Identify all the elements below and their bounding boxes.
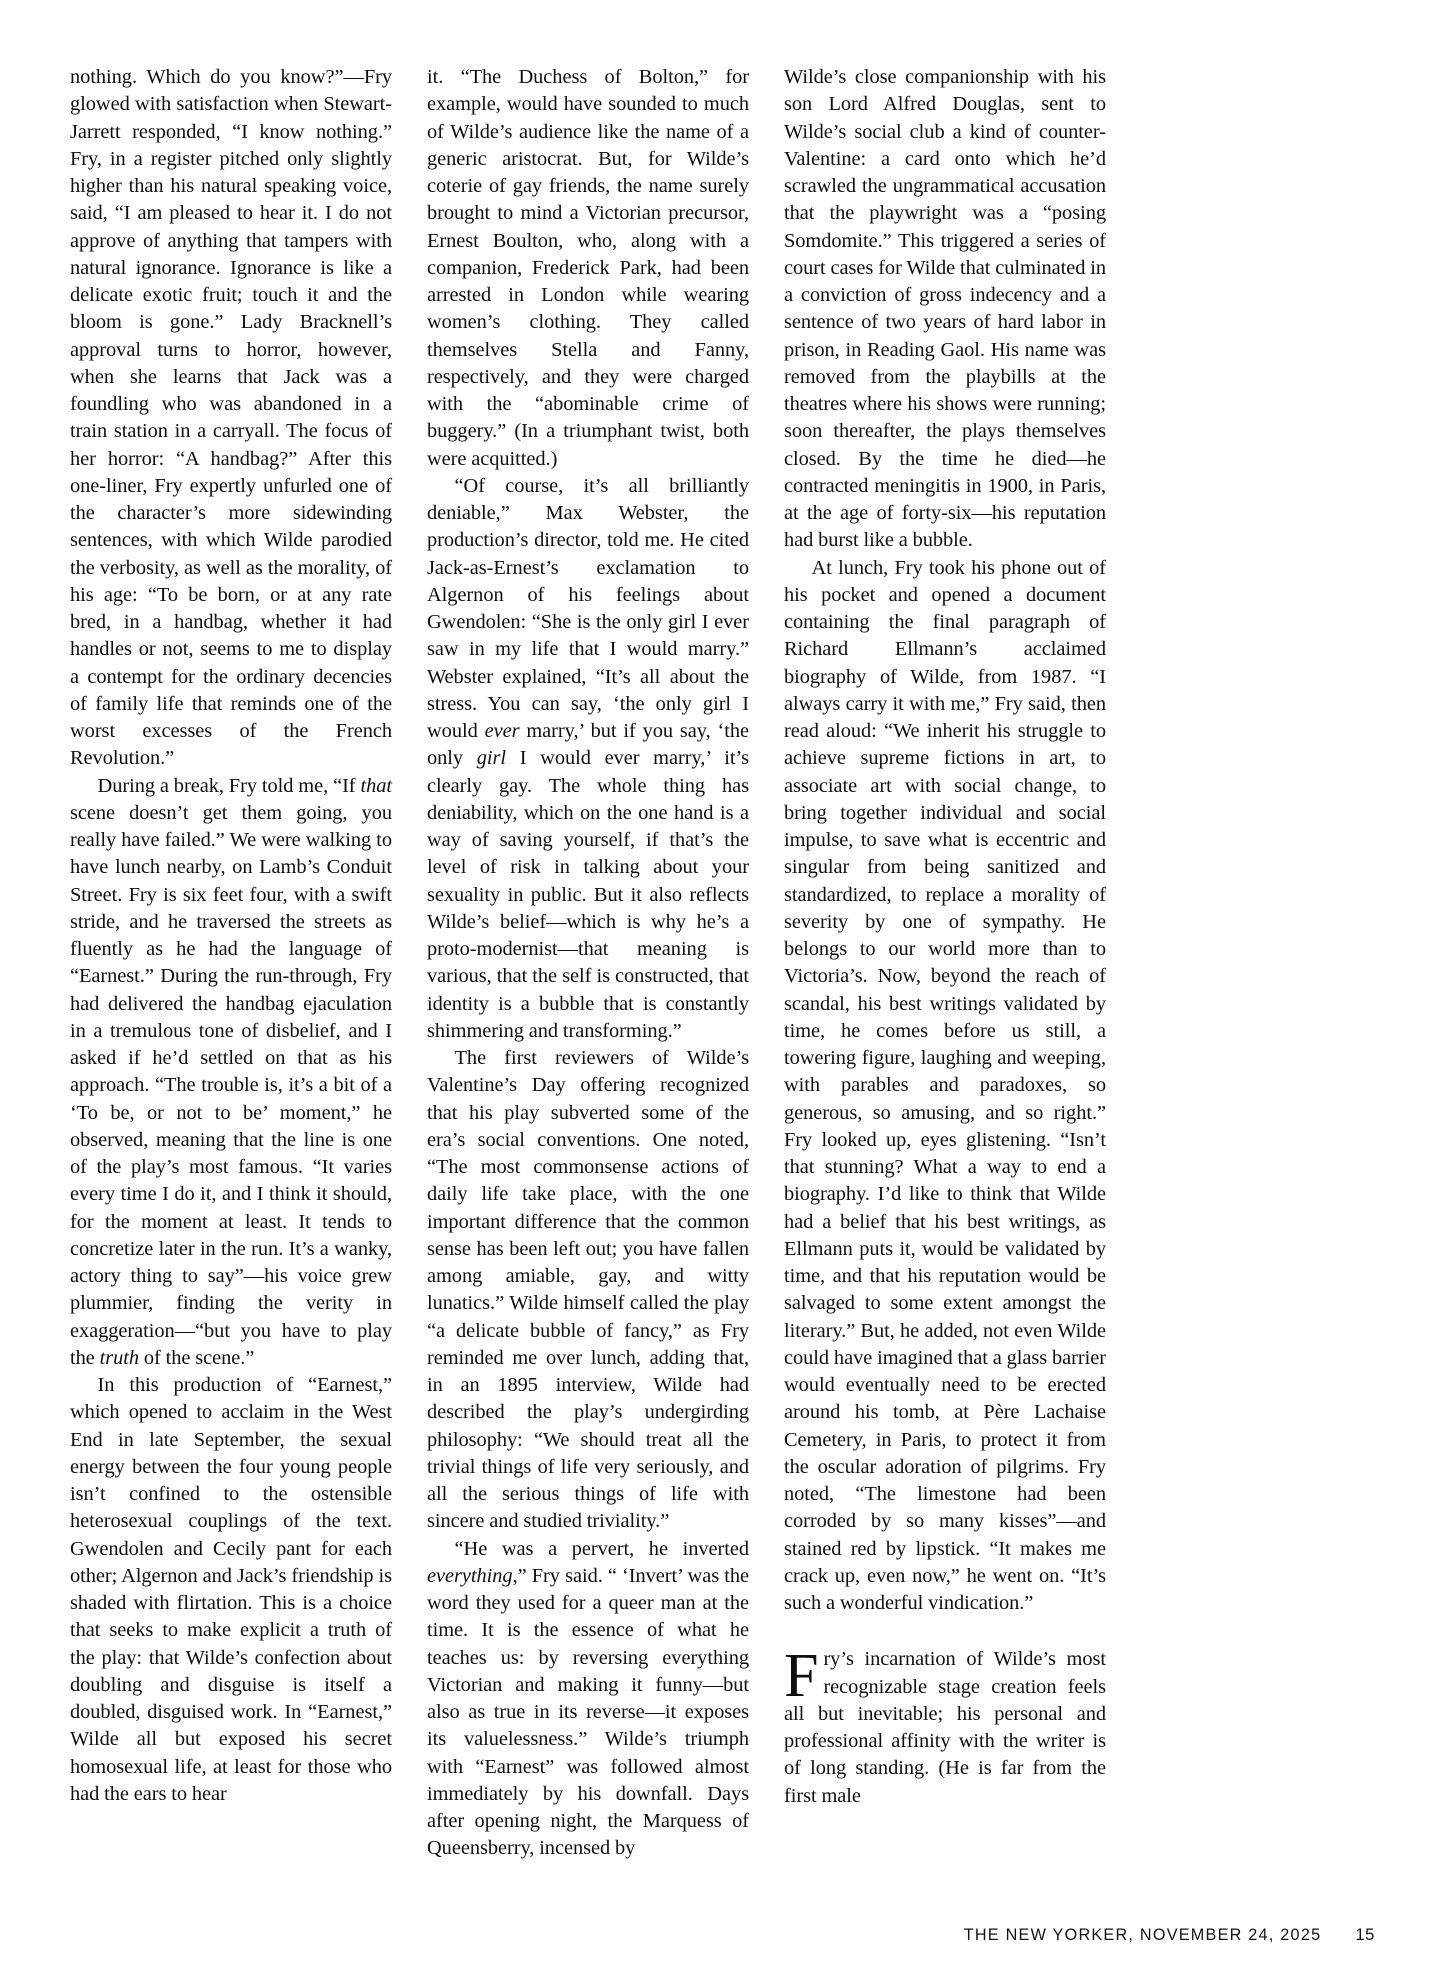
emphasis-text: girl xyxy=(476,747,507,770)
body-text: The first reviewers of Wilde’s Valentine’s Day offering recognized that his play subverted some of the era’s social conventions. One noted, “The most commonsense actions of daily life take place, with the one important difference that the common sense has been left out; you have fallen among amiable, gay, and witty lunatics.” Wilde himself called the play “a delicate bubble of fancy,” as Fry reminded me over lunch, adding that, in an 1895 interview, Wilde had described the play’s undergirding philosophy: “We should treat all the trivial things of life very seriously, and all the serious things of life with sincere and studied triviality.” xyxy=(427,1047,749,1533)
paragraph xyxy=(784,64,1106,555)
column-2 xyxy=(427,64,749,1863)
final-paragraph xyxy=(784,1642,1106,1810)
paragraph xyxy=(70,64,392,773)
column-1 xyxy=(70,64,392,1808)
body-text: Wilde’s close companionship with his son Lord Alfred Douglas, sent to Wilde’s social club a kind of counter-Valentine: a card onto which he’d scrawled the ungrammatical accusation that the playwright was a “posing Somdomite.” This triggered a series of court cases for Wilde that culminated in a conviction of gross indecency and a sentence of two years of hard labor in prison, in Reading Gaol. His name was removed from the playbills at the theatres where his shows were running; soon thereafter, the plays themselves closed. By the time he died—he contracted meningitis in 1900, in Paris, at the age of forty-six—his reputation had burst like a bubble. xyxy=(784,66,1106,552)
page-number: 15 xyxy=(1355,1925,1375,1944)
page-folio xyxy=(70,1922,1375,1948)
column-3 xyxy=(784,64,1106,1810)
article-columns xyxy=(70,64,1380,1860)
body-text: “Of course, it’s all brilliantly deniable,” Max Webster, the production’s director, told me. He cited Jack-as-Ernest’s exclamation to Algernon of his feelings about Gwendolen: “She is the only girl I ever saw in my life that I would marry.” Webster explained, “It’s all about the stress. You can say, ‘the only girl I would xyxy=(427,474,749,742)
body-text: I would ever marry,’ it’s clearly gay. The whole thing has deniability, which on the one hand is a way of saving yourself, if that’s the level of risk in talking about your sexuality in public. But it also reflects Wilde’s belief—which is why he’s a proto-modernist—that meaning is various, that the self is constructed, that identity is a bubble that is constantly shimmering and transforming.” xyxy=(427,747,749,1042)
body-text: marry,’ but if you say, ‘the only xyxy=(427,720,749,770)
paragraph xyxy=(427,1045,749,1536)
body-text: scene doesn’t get them going, you really have failed.” We were walking to have lunch nearby, on Lamb’s Conduit Street. Fry is six feet four, with a swift stride, and he traversed the streets as fluently as he had the language of “Earnest.” During the run-through, Fry had delivered the handbag ejaculation in a tremulous tone of disbelief, and I asked if he’d settled on that as his approach. “The trouble is, it’s a bit of a ‘To be, or not to be’ moment,” he observed, meaning that the line is one of the play’s most famous. “It varies every time I do it, and I think it should, for the moment at least. It tends to concretize later in the run. It’s a wanky, actory thing to say”—his voice grew plummier, finding the verity in exaggeration—“but you have to play the xyxy=(70,801,392,1369)
body-text: ,” Fry said. “ ‘Invert’ was the word they used for a queer man at the time. It is the essence of what he teaches us: by reversing everything Victorian and making it funny—but also as true in its reverse—it exposes its valuelessness.” Wilde’s triumph with “Earnest” was followed almost immediately by his downfall. Days after opening night, the Marquess of Queensberry, incensed by xyxy=(427,1564,749,1860)
body-text: In this production of “Earnest,” which opened to acclaim in the West End in late September, the sexual energy between the four young people isn’t confined to the ostensible heterosexual couplings of the text. Gwendolen and Cecily pant for each other; Algernon and Jack’s friendship is shaded with flirtation. This is a choice that seeks to make explicit a truth of the play: that Wilde’s confection about doubling and disguise is itself a doubled, disguised work. In “Earnest,” Wilde all but exposed his secret homosexual life, at least for those who had the ears to hear xyxy=(70,1374,392,1805)
drop-cap-letter: F xyxy=(784,1642,819,1711)
body-text: At lunch, Fry took his phone out of his pocket and opened a document containing the final paragraph of Richard Ellmann’s acclaimed biography of Wilde, from 1987. “I always carry it with me,” Fry said, then read aloud: “We inherit his struggle to achieve supreme fictions in art, to associate art with social change, to bring together individual and social impulse, to save what is eccentric and singular from being sanitized and standardized, to replace a morality of severity by one of sympathy. He belongs to our world more than to Victoria’s. Now, beyond the reach of scandal, his best writings validated by time, he comes before us still, a towering figure, laughing and weeping, with parables and paradoxes, so generous, so amusing, and so right.” Fry looked up, eyes glistening. “Isn’t that stunning? What a way to end a biography. I’d like to think that Wilde had a belief that his best writings, as Ellmann puts it, would be validated by time, and that his reputation would be salvaged to some extent amongst the literary.” But, he added, not even Wilde could have imagined that a glass barrier would eventually need to be erected around his tomb, at Père Lachaise Cemetery, in Paris, to protect it from the oscular adoration of pilgrims. Fry noted, “The limestone had been corroded by so many kisses”—and stained red by lipstick. “It makes me crack up, even now,” he went on. “It’s such a wonderful vindication.” xyxy=(784,556,1106,1614)
paragraph xyxy=(70,773,392,1373)
emphasis-text: ever xyxy=(484,720,520,742)
emphasis-text: everything xyxy=(427,1564,513,1587)
paragraph xyxy=(784,555,1106,1618)
body-text: of the scene.” xyxy=(139,1346,255,1369)
paragraph xyxy=(427,1536,749,1863)
body-text: “He was a pervert, he inverted xyxy=(454,1537,749,1560)
emphasis-text: that xyxy=(360,774,392,797)
publication-footer: THE NEW YORKER, NOVEMBER 24, 2025 xyxy=(963,1926,1322,1944)
paragraph xyxy=(427,64,749,473)
final-paragraph-text: ry’s incarnation of Wilde’s most recognizable stage creation feels all but inevitable; his personal and professional affinity with the writer is of long standing. (He is far from the first male xyxy=(784,1648,1106,1807)
body-text: During a break, Fry told me, “If xyxy=(97,774,361,797)
paragraph xyxy=(427,473,749,1045)
body-text: it. “The Duchess of Bolton,” for example, would have sounded to much of Wilde’s audience like the name of a generic aristocrat. But, for Wilde’s coterie of gay friends, the name surely brought to mind a Victorian precursor, Ernest Boulton, who, along with a companion, Frederick Park, had been arrested in London while wearing women’s clothing. They called themselves Stella and Fanny, respectively, and they were charged with the “abominable crime of buggery.” (In a triumphant twist, both were acquitted.) xyxy=(427,66,749,470)
body-text: nothing. Which do you know?”—Fry glowed with satisfaction when Stewart-Jarrett responded, “I know nothing.” Fry, in a register pitched only slightly higher than his natural speaking voice, said, “I am pleased to hear it. I do not approve of anything that tampers with natural ignorance. Ignorance is like a delicate exotic fruit; touch it and the bloom is gone.” Lady Bracknell’s approval turns to horror, however, when she learns that Jack was a foundling who was abandoned in a train station in a carryall. The focus of her horror: “A handbag?” After this one-liner, Fry expertly unfurled one of the character’s more sidewinding sentences, with which Wilde parodied the verbosity, as well as the morality, of his age: “To be born, or at any rate bred, in a handbag, whether it had handles or not, seems to me to display a contempt for the ordinary decencies of family life that reminds one of the worst excesses of the French Revolution.” xyxy=(70,66,392,770)
emphasis-text: truth xyxy=(99,1346,140,1369)
paragraph xyxy=(70,1372,392,1808)
